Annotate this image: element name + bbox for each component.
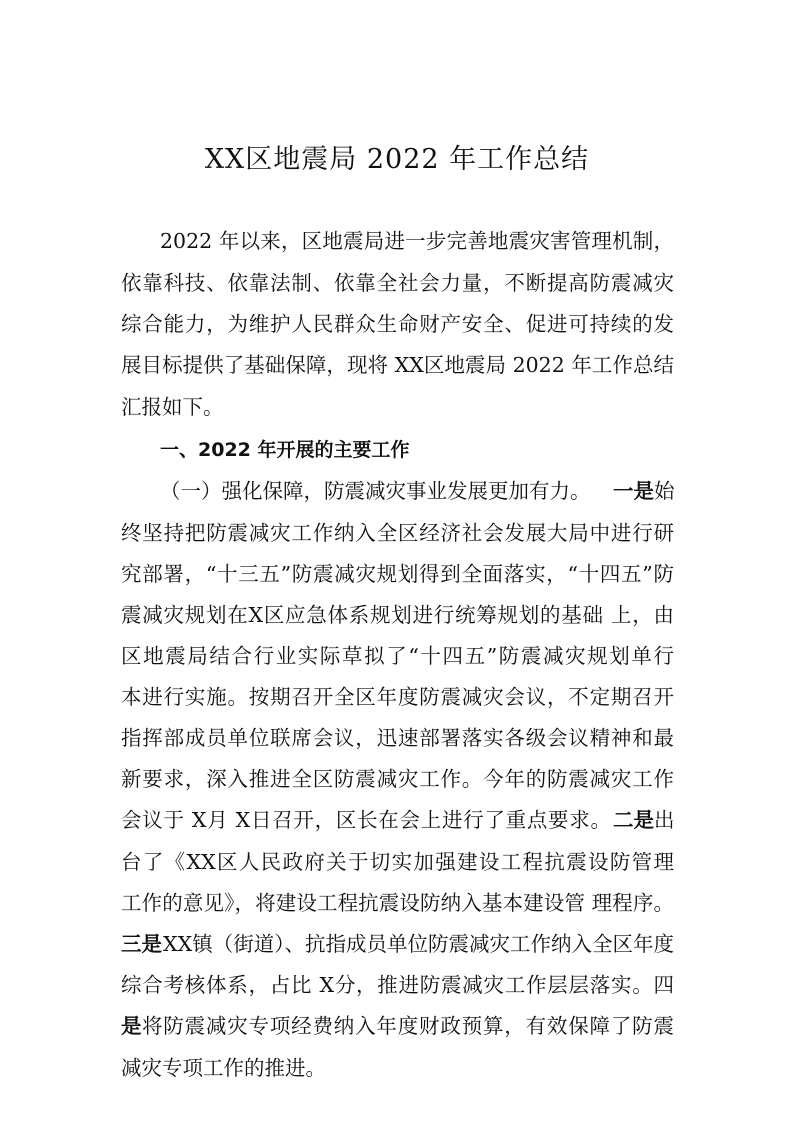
sub1-line-12 xyxy=(0,925,794,963)
sub1-text-4: 震减灾规划在X区应急体系规划进行统筹规划的基础 上，由 xyxy=(121,603,674,627)
sub1-line-5 xyxy=(0,637,794,675)
document-title: XX区地震局 2022 年工作总结 xyxy=(204,144,590,175)
sub1-line-7 xyxy=(0,719,794,757)
intro-line-5 xyxy=(0,388,794,426)
sub1-assess-text: 综合考核体系，占比 X分，推进防震减灾工作层层落实。四 xyxy=(121,973,674,997)
sub1-text-5: 区地震局结合行业实际草拟了“十四五”防震减灾规划单行 xyxy=(121,644,674,668)
sub1-line-3 xyxy=(0,555,794,593)
intro-line-2 xyxy=(0,264,794,302)
sub1-second-tail: 出 xyxy=(654,808,675,832)
section-heading-row xyxy=(0,431,794,469)
sub1-line-10 xyxy=(0,843,794,881)
sub1-opinion-text: 台了《XX区人民政府关于切实加强建设工程抗震设防管理 xyxy=(121,850,674,874)
sub1-opinion-text-2: 工作的意见》，将建设工程抗震设防纳入基本建设管 理程序。 xyxy=(121,891,674,915)
sub1-first-marker: 一是 xyxy=(613,479,654,503)
intro-line-1 xyxy=(0,222,794,260)
sub1-meeting-text: 会议于 X月 X日召开，区长在会上进行了重点要求。 xyxy=(121,808,611,832)
sub1-text-7: 指挥部成员单位联席会议，迅速部署落实各级会议精神和最 xyxy=(121,726,674,750)
sub1-text-8: 新要求，深入推进全区防震减灾工作。今年的防震减灾工作 xyxy=(121,767,674,791)
sub1-line-13 xyxy=(0,966,794,1004)
sub1-line-14 xyxy=(0,1007,794,1045)
intro-text-1: 2022 年以来，区地震局进一步完善地震灾害管理机制， xyxy=(160,229,674,253)
sub1-text-6: 本进行实施。按期召开全区年度防震减灾会议，不定期召开 xyxy=(121,685,674,709)
intro-line-4 xyxy=(0,346,794,384)
sub1-third-text: XX镇（街道）、抗指成员单位防震减灾工作纳入全区年度 xyxy=(163,932,674,956)
sub1-line-1 xyxy=(0,472,794,510)
sub1-first-tail: 始 xyxy=(654,479,675,503)
intro-text-2: 依靠科技、依靠法制、依靠全社会力量，不断提高防震减灾 xyxy=(121,271,674,295)
sub1-text-3: 究部署，“十三五”防震减灾规划得到全面落实，“十四五”防 xyxy=(121,562,674,586)
sub1-heading-text: （一）强化保障，防震减灾事业发展更加有力。 xyxy=(160,479,591,503)
sub1-line-9 xyxy=(0,801,794,839)
sub1-text-2: 终坚持把防震减灾工作纳入全区经济社会发展大局中进行研 xyxy=(121,521,674,545)
sub1-last-text: 减灾专项工作的推进。 xyxy=(121,1056,326,1080)
intro-text-4: 展目标提供了基础保障，现将 XX区地震局 2022 年工作总结 xyxy=(121,353,674,377)
section-heading: 一、2022 年开展的主要工作 xyxy=(160,439,410,461)
sub1-line-6 xyxy=(0,678,794,716)
sub1-line-2 xyxy=(0,514,794,552)
sub1-second-marker: 二是 xyxy=(613,808,654,832)
sub1-line-4 xyxy=(0,596,794,634)
sub1-third-marker: 三是 xyxy=(121,932,162,956)
intro-line-3 xyxy=(0,305,794,343)
intro-text-5: 汇报如下。 xyxy=(121,395,224,419)
sub1-line-15 xyxy=(0,1049,794,1087)
sub1-line-11 xyxy=(0,884,794,922)
intro-text-3: 综合能力，为维护人民群众生命财产安全、促进可持续的发 xyxy=(121,312,674,336)
sub1-line-8 xyxy=(0,760,794,798)
sub1-fourth-text: 将防震减灾专项经费纳入年度财政预算，有效保障了防震 xyxy=(142,1014,674,1038)
sub1-fourth-marker: 是 xyxy=(121,1014,142,1038)
